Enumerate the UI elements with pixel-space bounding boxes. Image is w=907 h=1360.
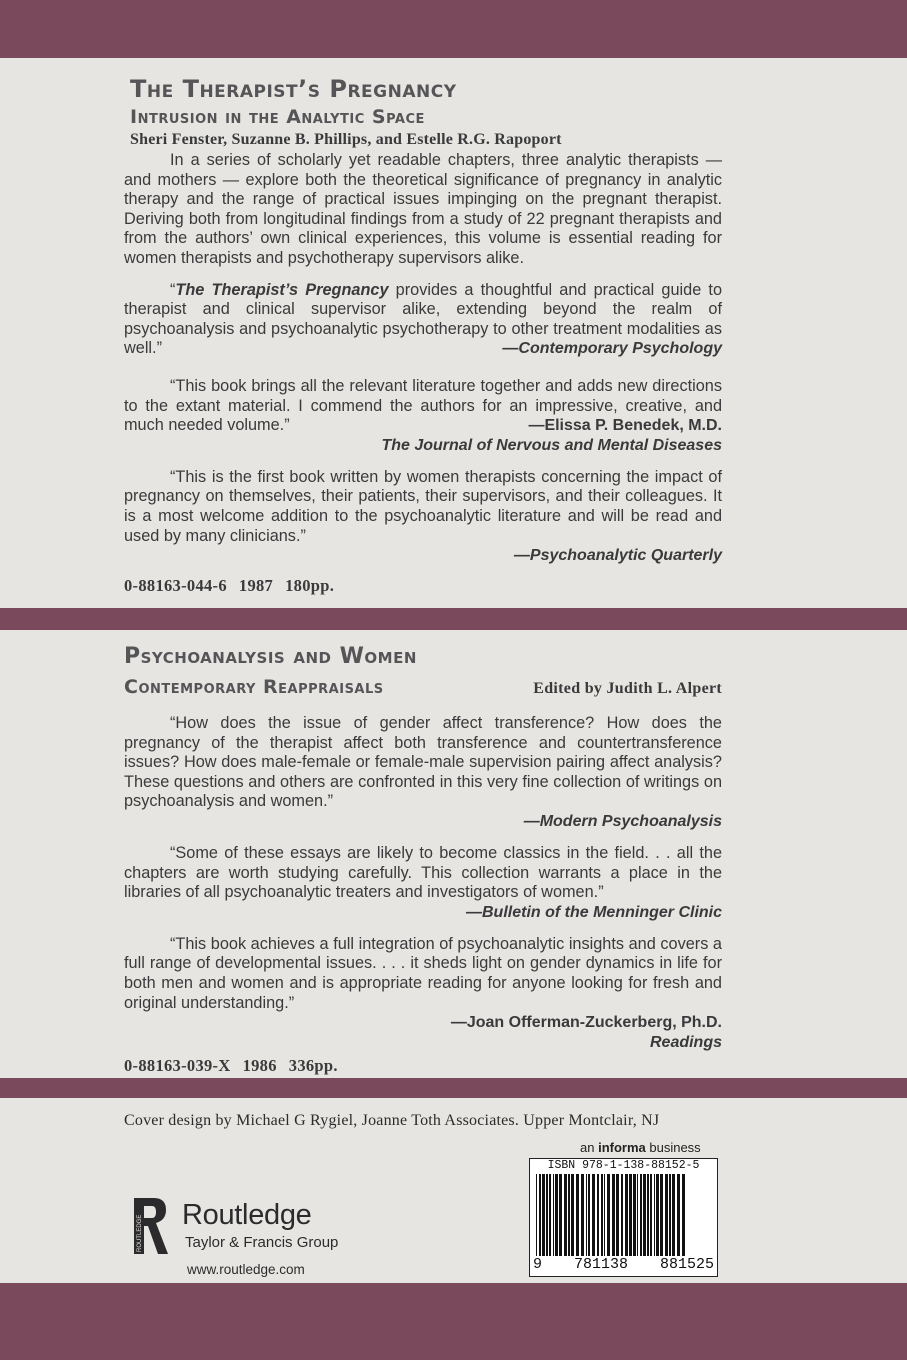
barcode-bar <box>640 1174 642 1256</box>
book2-quote-1: “How does the issue of gender affect transference? How does the pregnancy of the therapist affect both transference and countertransference issues? How does male-female or female-male supervision pairing affect analysis? These questions and others are confronted in this very fine collection of writings on psychoanalysis and women.” <box>124 714 722 811</box>
quote-open: “ <box>170 280 176 299</box>
barcode-bar <box>677 1174 680 1256</box>
barcode-bar <box>665 1174 668 1256</box>
top-color-band <box>0 0 907 58</box>
book2-quote-1-source: —Modern Psychoanalysis <box>523 812 722 830</box>
barcode-bar <box>568 1174 570 1256</box>
book2-subtitle: Contemporary Reappraisals <box>124 676 384 698</box>
book2-title: Psychoanalysis and Women <box>124 644 417 669</box>
informa-brand: informa <box>598 1140 646 1155</box>
ean-digits-right: 881525 <box>659 1256 714 1273</box>
bottom-color-band <box>0 1283 907 1360</box>
publisher-name: Routledge <box>182 1199 312 1231</box>
book1-year: 1987 <box>238 576 274 596</box>
book1-quote-2-author: —Elissa P. Benedek, M.D. <box>528 416 722 434</box>
book2-quote-3-source: Readings <box>649 1034 722 1052</box>
book2-subtitle-row <box>124 672 722 702</box>
quoted-book-title: The Therapist’s Pregnancy <box>175 280 389 299</box>
barcode-bar <box>559 1174 562 1256</box>
book1-isbn-line <box>124 576 722 596</box>
barcode-bar <box>672 1174 675 1256</box>
barcode-bar <box>597 1174 599 1256</box>
barcode-bar <box>621 1174 623 1256</box>
barcode-bar <box>660 1174 663 1256</box>
routledge-logo-icon <box>132 1196 172 1256</box>
barcode-icon <box>534 1174 713 1256</box>
informa-prefix: an <box>580 1140 599 1155</box>
barcode-bar <box>654 1174 655 1256</box>
book2-isbn-line <box>124 1056 722 1076</box>
ean-digit-first: 9 <box>533 1256 543 1273</box>
book2-editor: Edited by Judith L. Alpert <box>533 680 722 697</box>
book1-quote-2: “This book brings all the relevant literature together and adds new directions to the extant material. I commend the authors for an impressive, creative, and much needed volume.” <box>124 376 722 435</box>
barcode-bar <box>571 1174 574 1256</box>
barcode-bar <box>588 1174 590 1256</box>
isbn-label: ISBN 978-1-138-88152-5 <box>547 1159 700 1172</box>
book1-quote-2-source: The Journal of Nervous and Mental Diseases <box>381 436 722 454</box>
logo-vertical-text: ROUTLEDGE <box>137 1214 143 1252</box>
publisher-group: Taylor & Francis Group <box>185 1234 339 1251</box>
cover-design-credit: Cover design by Michael G Rygiel, Joanne Toth Associates. Upper Montclair, NJ <box>124 1112 660 1129</box>
book2-year: 1986 <box>242 1056 277 1076</box>
barcode-bar <box>682 1174 685 1256</box>
book-section-2 <box>124 642 722 1076</box>
isbn-barcode <box>529 1158 718 1277</box>
book2-pages: 336pp. <box>288 1056 338 1076</box>
barcode-bar <box>601 1174 603 1256</box>
book2-quote-2-source: —Bulletin of the Menninger Clinic <box>466 903 722 921</box>
barcode-bar <box>607 1174 610 1256</box>
barcode-bar <box>546 1174 548 1256</box>
barcode-bar <box>616 1174 619 1256</box>
ean-digits <box>530 1256 717 1274</box>
book1-authors: Sheri Fenster, Suzanne B. Phillips, and Estelle R.G. Rapoport <box>130 131 562 148</box>
book2-quote-2: “Some of these essays are likely to become classics in the field. . . all the chapters are worth studying carefully. This collection warrants a place in the libraries of all psychoanalytic treaters and investigators of women.” <box>124 843 722 902</box>
book1-isbn: 0-88163-044-6 <box>124 576 227 596</box>
barcode-bar <box>586 1174 587 1256</box>
barcode-bar <box>555 1174 558 1256</box>
informa-suffix: business <box>645 1140 701 1155</box>
barcode-bar <box>669 1174 671 1256</box>
barcode-bar <box>612 1174 615 1256</box>
barcode-bar <box>629 1174 632 1256</box>
book2-quote-3-author: —Joan Offerman-Zuckerberg, Ph.D. <box>450 1014 722 1032</box>
book1-quote-3-source: —Psychoanalytic Quarterly <box>513 547 722 565</box>
barcode-bar <box>633 1174 636 1256</box>
barcode-bar <box>553 1174 554 1256</box>
book1-title: The Therapist’s Pregnancy <box>130 75 457 103</box>
book-section-1 <box>124 74 722 596</box>
barcode-bar <box>542 1174 545 1256</box>
barcode-bar <box>656 1174 659 1256</box>
barcode-bar <box>536 1174 537 1256</box>
book2-isbn: 0-88163-039-X <box>124 1056 231 1076</box>
barcode-bar <box>592 1174 595 1256</box>
informa-business-tag <box>580 1140 701 1155</box>
publisher-url: www.routledge.com <box>187 1262 305 1277</box>
barcode-bar <box>625 1174 628 1256</box>
middle-color-band <box>0 608 907 630</box>
barcode-bar <box>604 1174 605 1256</box>
barcode-bar <box>637 1174 638 1256</box>
barcode-bar <box>647 1174 649 1256</box>
barcode-bar <box>581 1174 584 1256</box>
barcode-bar <box>564 1174 567 1256</box>
barcode-bar <box>650 1174 652 1256</box>
book1-pages: 180pp. <box>285 576 335 596</box>
quote-1-text: provides a thoughtful and practical guide to therapist and clinical supervisor alike, extending beyond the realm of psychoanalysis and psychoanalytic psychotherapy to other treatment modalities as well.” <box>124 280 722 358</box>
book1-description: In a series of scholarly yet readable chapters, three analytic therapists — and mothers — explore both the theoretical significance of pregnancy in analytic therapy and the range of practical issues impinging on the pregnant therapist. Deriving both from longitudinal findings from a study of 22 pregnant therapists and from the authors’ own clinical experiences, this volume is essential reading for women therapists and psychotherapy supervisors alike. <box>124 151 722 267</box>
lower-color-band <box>0 1078 907 1098</box>
ean-digits-left: 781138 <box>573 1256 628 1273</box>
barcode-bar <box>539 1174 541 1256</box>
barcode-bar <box>549 1174 551 1256</box>
book1-quote-1-source: —Contemporary Psychology <box>502 339 722 357</box>
book2-quote-3: “This book achieves a full integration of psychoanalytic insights and covers a full range of developmental issues. . . . it sheds light on gender dynamics in life for both men and women and is appropriate reading for anyone looking for fresh and original understanding.” <box>124 934 722 1012</box>
barcode-bar <box>643 1174 646 1256</box>
barcode-bar <box>576 1174 579 1256</box>
book1-subtitle: Intrusion in the Analytic Space <box>130 106 425 128</box>
book1-quote-3: “This is the first book written by women therapists concerning the impact of pregnancy on themselves, their patients, their supervisors, and their colleagues. It is a most welcome addition to the psychoanalytic literature and will be read and used by many clinicians.” <box>124 467 722 545</box>
